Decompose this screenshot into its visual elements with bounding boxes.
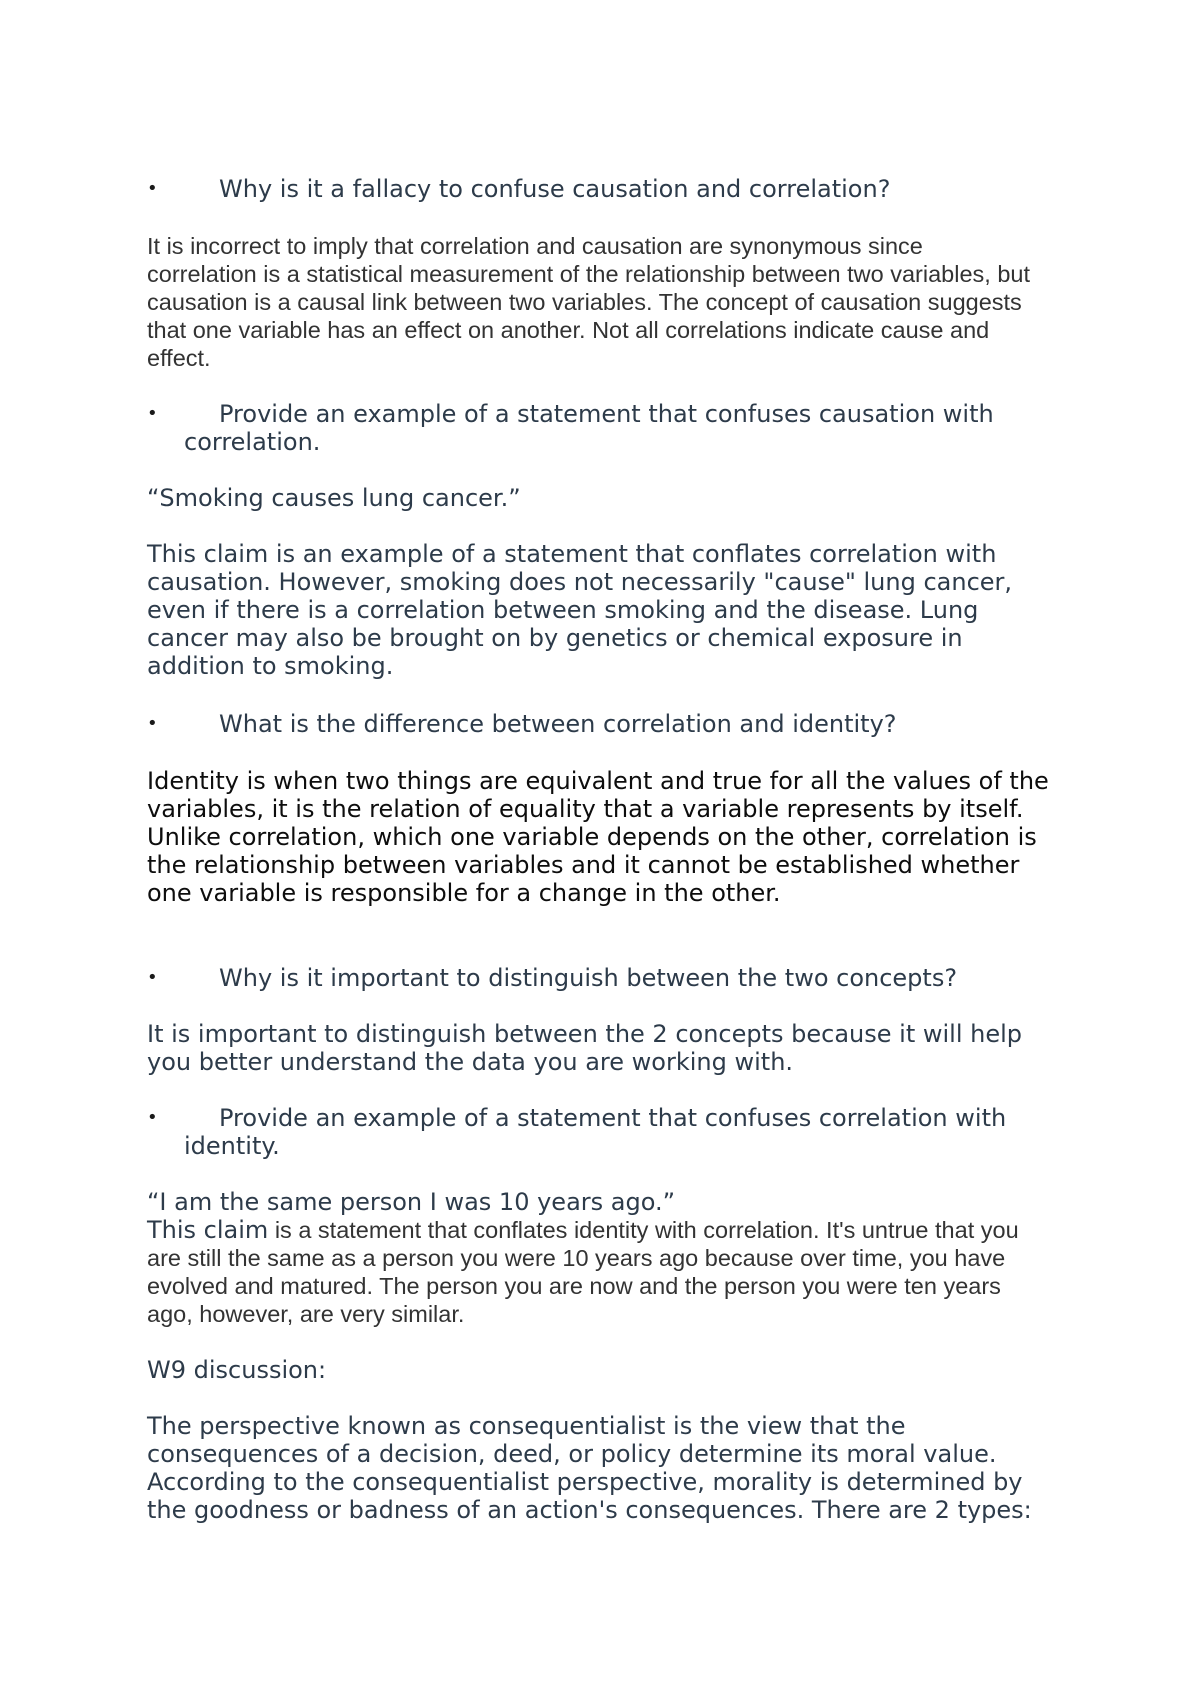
answer-line: ago, however, are very similar. (147, 1301, 465, 1327)
answer-line: correlation is a statistical measurement of the relationship between two variables, but (147, 261, 1031, 287)
answer-line: you better understand the data you are working with. (147, 1048, 794, 1076)
answer-paragraph-fallacy (147, 232, 1030, 372)
answer-line: It is important to distinguish between the 2 concepts because it will help (147, 1020, 1023, 1048)
answer-line: Unlike correlation, which one variable depends on the other, correlation is (147, 823, 1037, 851)
question-text-continuation: correlation. (184, 428, 321, 456)
answer-line: one variable is responsible for a change in the other. (147, 879, 781, 907)
question-text: Why is it important to distinguish between the two concepts? (219, 964, 958, 992)
example-quote: “Smoking causes lung cancer.” (147, 484, 521, 512)
answer-line: evolved and matured. The person you are now and the person you were ten years (147, 1273, 1001, 1299)
answer-paragraph-distinguish (147, 1020, 1022, 1076)
answer-paragraph-identity (147, 767, 1049, 907)
bullet-icon: • (147, 178, 158, 199)
bullet-icon: • (147, 403, 158, 424)
answer-line: effect. (147, 345, 211, 371)
w9-line: The perspective known as consequentialist is the view that the (147, 1412, 906, 1440)
bullet-icon: • (147, 713, 158, 734)
claim-lead: This claim (147, 1216, 269, 1244)
w9-line: consequences of a decision, deed, or policy determine its moral value. (147, 1440, 997, 1468)
bullet-icon: • (147, 1107, 158, 1128)
question-text-continuation: identity. (184, 1132, 280, 1160)
answer-line: even if there is a correlation between smoking and the disease. Lung (147, 596, 979, 624)
w9-line: According to the consequentialist perspective, morality is determined by (147, 1468, 1023, 1496)
w9-line: the goodness or badness of an action's consequences. There are 2 types: (147, 1496, 1032, 1524)
answer-line: Identity is when two things are equivalent and true for all the values of the (147, 767, 1049, 795)
example-quote: “I am the same person I was 10 years ago.” (147, 1188, 676, 1216)
answer-line: causation is a causal link between two variables. The concept of causation suggests (147, 289, 1022, 315)
bullet-icon: • (147, 967, 158, 988)
answer-line: It is incorrect to imply that correlation and causation are synonymous since (147, 233, 923, 259)
answer-line: causation. However, smoking does not necessarily "cause" lung cancer, (147, 568, 1013, 596)
w9-paragraph (147, 1412, 1032, 1524)
question-text: Provide an example of a statement that confuses causation with (219, 400, 994, 428)
answer-line: variables, it is the relation of equality that a variable represents by itself. (147, 795, 1024, 823)
answer-line: cancer may also be brought on by genetics or chemical exposure in (147, 624, 963, 652)
answer-line: are still the same as a person you were 10 years ago because over time, you have (147, 1245, 1006, 1271)
answer-line: that one variable has an effect on another. Not all correlations indicate cause and (147, 317, 990, 343)
answer-line: the relationship between variables and it cannot be established whether (147, 851, 1020, 879)
claim-rest: is a statement that conflates identity with correlation. It's untrue that you (268, 1217, 1019, 1243)
question-text: What is the difference between correlation and identity? (219, 710, 897, 738)
answer-line: addition to smoking. (147, 652, 394, 680)
section-heading-w9: W9 discussion: (147, 1356, 327, 1384)
answer-line: This claim is an example of a statement that conflates correlation with (147, 540, 997, 568)
question-text: Why is it a fallacy to confuse causation and correlation? (219, 175, 891, 203)
answer-line (147, 1216, 1019, 1244)
answer-paragraph-same-person (147, 1216, 1019, 1328)
question-text: Provide an example of a statement that confuses correlation with (219, 1104, 1007, 1132)
answer-paragraph-smoking (147, 540, 1012, 680)
